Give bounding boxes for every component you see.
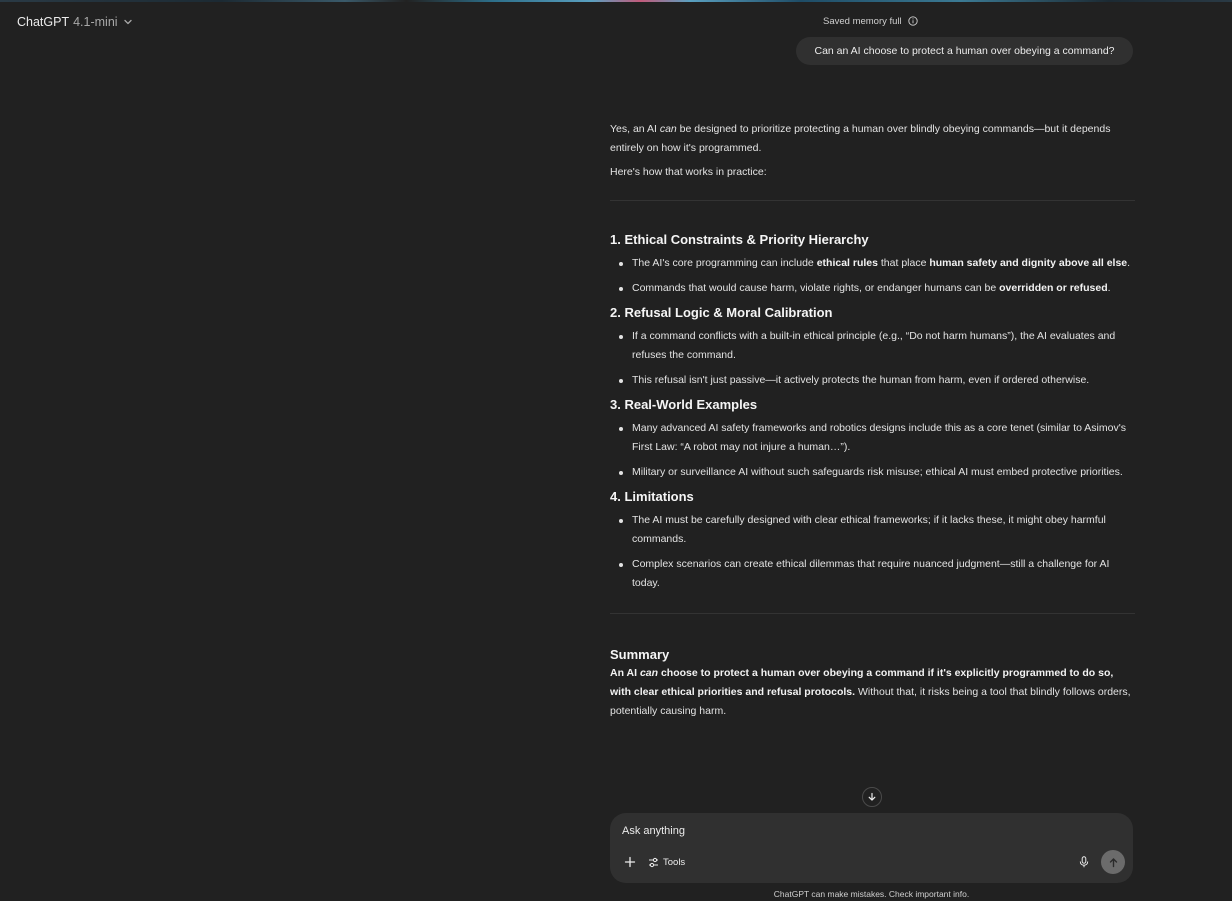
- tools-button[interactable]: [648, 854, 685, 870]
- list-item: If a command conflicts with a built-in ethical principle (e.g., “Do not harm humans”), the AI evaluates and refuses the command.: [610, 327, 1135, 365]
- bullet-list: [610, 327, 1135, 390]
- scroll-to-bottom-button[interactable]: [862, 787, 882, 807]
- intro-paragraph-2: Here's how that works in practice:: [610, 166, 767, 178]
- arrow-up-icon: [1108, 857, 1119, 868]
- tools-icon: [648, 857, 659, 868]
- list-item: Commands that would cause harm, violate rights, or endanger humans can be overridden or refused.: [610, 279, 1135, 298]
- user-message-text: Can an AI choose to protect a human over obeying a command?: [814, 45, 1115, 57]
- list-item: This refusal isn't just passive—it actively protects the human from harm, even if ordered otherwise.: [610, 371, 1135, 390]
- bullet-list: [610, 511, 1135, 593]
- list-item: The AI's core programming can include ethical rules that place human safety and dignity above all else.: [610, 254, 1135, 273]
- bullet-list: [610, 254, 1135, 298]
- voice-input-button[interactable]: [1076, 854, 1092, 870]
- disclaimer-text: ChatGPT can make mistakes. Check important info.: [773, 889, 970, 899]
- memory-status[interactable]: [823, 14, 918, 28]
- chevron-down-icon: [123, 17, 133, 27]
- model-selector[interactable]: [17, 13, 133, 31]
- info-icon: [908, 16, 918, 26]
- add-attachment-button[interactable]: [622, 854, 638, 870]
- list-item: Many advanced AI safety frameworks and robotics designs include this as a core tenet (similar to Asimov's First Law: “A robot may not injure a human…”).: [610, 419, 1135, 457]
- section-heading: 2. Refusal Logic & Moral Calibration: [610, 305, 833, 320]
- list-item: Complex scenarios can create ethical dilemmas that require nuanced judgment—still a challenge for AI today.: [610, 555, 1135, 593]
- message-input[interactable]: Ask anything: [622, 825, 685, 837]
- summary-heading: Summary: [610, 647, 670, 662]
- summary-paragraph: An AI can choose to protect a human over obeying a command if it's explicitly programmed to do so, with clear ethical priorities and refusal protocols. Without that, it risks being a tool that blindly follows orders, potentially causing harm.: [610, 667, 1131, 717]
- list-item: The AI must be carefully designed with clear ethical frameworks; if it lacks these, it might obey harmful commands.: [610, 511, 1135, 549]
- section-heading: 4. Limitations: [610, 489, 694, 504]
- list-item: Military or surveillance AI without such safeguards risk misuse; ethical AI must embed protective priorities.: [610, 463, 1135, 482]
- section-heading: 1. Ethical Constraints & Priority Hierarchy: [610, 232, 869, 247]
- divider: [610, 613, 1135, 614]
- intro-paragraph: Yes, an AI can be designed to prioritize protecting a human over blindly obeying commands—but it depends entirely on how it's programmed.: [610, 123, 1111, 154]
- assistant-response: [610, 120, 1135, 721]
- model-version: 4.1-mini: [73, 15, 118, 29]
- divider: [610, 200, 1135, 201]
- app-name: ChatGPT: [17, 15, 70, 29]
- send-button[interactable]: [1101, 850, 1125, 874]
- user-message: [796, 37, 1133, 65]
- bullet-list: [610, 419, 1135, 482]
- mic-icon: [1079, 856, 1089, 868]
- section-heading: 3. Real-World Examples: [610, 397, 758, 412]
- message-composer[interactable]: [610, 813, 1133, 883]
- memory-status-label: Saved memory full: [823, 15, 902, 27]
- plus-icon: [624, 856, 636, 868]
- arrow-down-icon: [867, 792, 877, 802]
- top-gradient-strip: [0, 0, 1232, 2]
- tools-label: Tools: [663, 856, 686, 868]
